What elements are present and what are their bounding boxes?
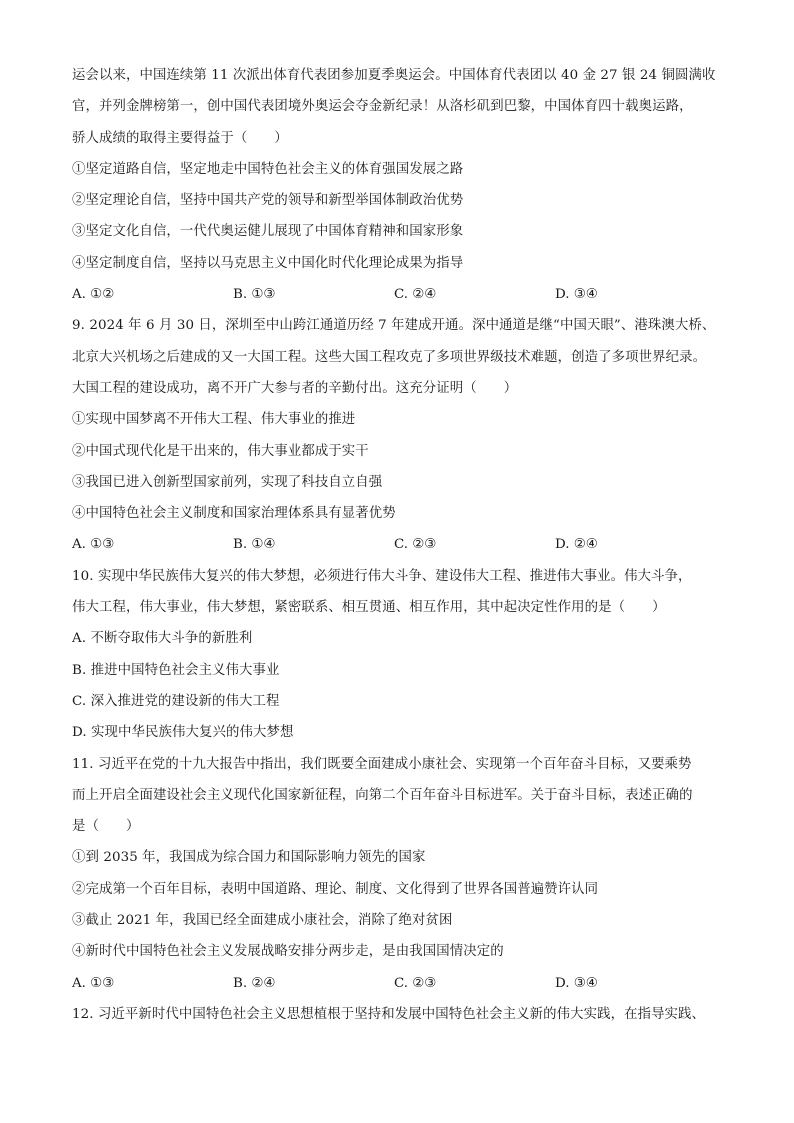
answer-options [72,529,740,560]
option-a[interactable]: A. ①③ [72,975,115,991]
option-d[interactable]: D. ③④ [555,287,598,303]
statement-item: ③坚定文化自信，一代代奥运健儿展现了中国体育精神和国家形象 [72,224,464,240]
option-a[interactable]: A. 不断夺取伟大斗争的新胜利 [72,631,253,647]
question-text-line: 11. 习近平在党的十九大报告中指出，我们既要全面建成小康社会、实现第一个百年奋斗目标，又要乘势 [72,756,692,772]
statement-item: ③我国已进入创新型国家前列，实现了科技自立自强 [72,474,383,490]
question-text-line: 10. 实现中华民族伟大复兴的伟大梦想，必须进行伟大斗争、建设伟大工程、推进伟大事业。伟大斗争， [72,568,692,584]
question-11 [72,749,740,999]
option-b[interactable]: B. ①③ [233,287,276,303]
option-c[interactable]: C. 深入推进党的建设新的伟大工程 [72,693,280,709]
option-b[interactable]: B. 推进中国特色社会主义伟大事业 [72,662,280,678]
question-text-line: 运会以来，中国连续第 11 次派出体育代表团参加夏季奥运会。中国体育代表团以 40 金 27 银 24 铜圆满收 [72,68,716,83]
question-12 [72,999,740,1030]
option-d[interactable]: D. 实现中华民族伟大复兴的伟大梦想 [72,725,294,741]
option-c[interactable]: C. ②④ [394,287,437,303]
statement-item: ④坚定制度自信，坚持以马克思主义中国化时代化理论成果为指导 [72,255,464,271]
question-10 [72,561,740,749]
option-b[interactable]: B. ①④ [233,537,276,553]
exam-page [72,60,740,1030]
question-text-line: 12. 习近平新时代中国特色社会主义思想植根于坚持和发展中国特色社会主义新的伟大实践，在指导实践、 [72,1006,706,1022]
statement-item: ②中国式现代化是干出来的，伟大事业都成于实干 [72,443,369,459]
question-text-line: 9. 2024 年 6 月 30 日，深圳至中山跨江通道历经 7 年建成开通。深中通道是继“中国天眼”、港珠澳大桥、 [72,318,716,334]
statement-item: ④新时代中国特色社会主义发展战略安排分两步走，是由我国国情决定的 [72,944,504,960]
option-c[interactable]: C. ②③ [394,975,437,991]
statement-item: ②坚定理论自信，坚持中国共产党的领导和新型举国体制政治优势 [72,193,464,209]
option-a[interactable]: A. ①③ [72,537,115,553]
question-8 [72,60,740,310]
statement-item: ②完成第一个百年目标，表明中国道路、理论、制度、文化得到了世界各国普遍赞许认同 [72,881,599,897]
option-a[interactable]: A. ①② [72,287,115,303]
question-stem: 是（ ） [72,819,140,835]
question-text-line: 官，并列金牌榜第一，创中国代表团境外奥运会夺金新纪录！从洛杉矶到巴黎，中国体育四十载奥运路， [72,99,693,115]
option-d[interactable]: D. ③④ [555,975,598,991]
question-text-line: 而上开启全面建设社会主义现代化国家新征程，向第二个百年奋斗目标进军。关于奋斗目标，表述正确的 [72,787,693,803]
question-stem: 伟大工程，伟大事业，伟大梦想，紧密联系、相互贯通、相互作用，其中起决定性作用的是（ ） [72,600,666,616]
answer-options [72,279,740,310]
option-c[interactable]: C. ②③ [394,537,437,553]
statement-item: ④中国特色社会主义制度和国家治理体系具有显著优势 [72,506,396,522]
statement-item: ①坚定道路自信，坚定地走中国特色社会主义的体育强国发展之路 [72,161,464,177]
question-stem: 骄人成绩的取得主要得益于（ ） [72,130,288,146]
question-text-line: 北京大兴机场之后建成的又一大国工程。这些大国工程攻克了多项世界级技术难题，创造了多项世界纪录。 [72,349,707,365]
option-b[interactable]: B. ②④ [233,975,276,991]
statement-item: ③截止 2021 年，我国已经全面建成小康社会，消除了绝对贫困 [72,913,453,929]
question-stem: 大国工程的建设成功，离不开广大参与者的辛勤付出。这充分证明（ ） [72,380,518,396]
option-d[interactable]: D. ②④ [555,537,598,553]
question-9 [72,310,740,560]
statement-item: ①实现中国梦离不开伟大工程、伟大事业的推进 [72,412,356,428]
statement-item: ①到 2035 年，我国成为综合国力和国际影响力领先的国家 [72,850,426,866]
answer-options [72,968,740,999]
